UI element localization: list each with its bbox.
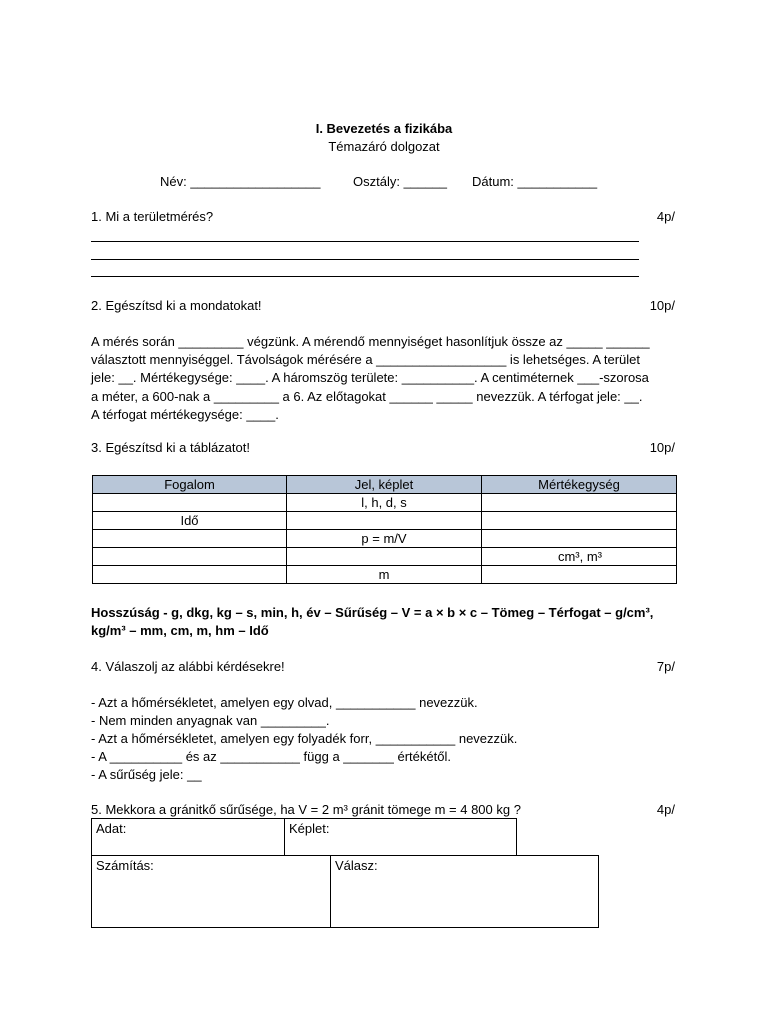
class-field: Osztály: ______ xyxy=(353,174,447,189)
valasz-box xyxy=(330,855,599,928)
table-cell xyxy=(287,512,482,530)
table-header: Jel, képlet xyxy=(287,476,482,494)
table-cell: m xyxy=(287,566,482,584)
list-item: - A sűrűség jele: __ xyxy=(91,767,202,782)
table-header: Mértékegység xyxy=(482,476,677,494)
answer-line xyxy=(91,276,639,277)
table-cell: cm³, m³ xyxy=(482,548,677,566)
table-row xyxy=(93,512,677,530)
table-cell xyxy=(482,512,677,530)
answer-line xyxy=(91,241,639,242)
adat-label: Adat: xyxy=(96,821,127,836)
table-row xyxy=(93,548,677,566)
list-item: - Nem minden anyagnak van _________. xyxy=(91,713,330,728)
question-2-points: 10p/ xyxy=(649,298,675,313)
table-row xyxy=(93,530,677,548)
table-cell: l, h, d, s xyxy=(287,494,482,512)
table-cell xyxy=(482,530,677,548)
table-cell xyxy=(482,566,677,584)
question-1-points: 4p/ xyxy=(656,209,675,224)
question-5: 5. Mekkora a gránitkő sűrűsége, ha V = 2 m³ gránit tömege m = 4 800 kg ? xyxy=(91,802,521,817)
table-row xyxy=(93,566,677,584)
valasz-label: Válasz: xyxy=(335,858,378,873)
table-cell xyxy=(93,530,287,548)
keplet-box xyxy=(284,818,517,856)
fill-in-paragraph: A mérés során _________ végzünk. A mérendő mennyiséget hasonlítjuk össze az _____ ______ választott mennyiséggel. Távolságok mérésére a __________________ is lehetséges. A terület jele: __. Mértékegysége: ____. A háromszög területe: __________. A centiméternek ___-szorosa a méter, a 600-nak a _________ a 6. Az előtagokat ______ _____ nevezzük. A térfogat jele: __. A térfogat mértékegysége: ____. xyxy=(91,334,650,422)
question-2: 2. Egészítsd ki a mondatokat! xyxy=(91,298,262,313)
table-cell: Idő xyxy=(93,512,287,530)
question-1: 1. Mi a területmérés? xyxy=(91,209,214,224)
word-bank: Hosszúság - g, dkg, kg – s, min, h, év – Sűrűség – V = a × b × c – Tömeg – Térfogat – g/cm³, kg/m³ – mm, cm, m, hm – Idő xyxy=(91,605,654,638)
question-5-points: 4p/ xyxy=(656,802,675,817)
list-item: - Azt a hőmérsékletet, amelyen egy olvad, ___________ nevezzük. xyxy=(91,695,478,710)
table-cell xyxy=(482,494,677,512)
answer-line xyxy=(91,259,639,260)
list-item: - Azt a hőmérsékletet, amelyen egy folyadék forr, ___________ nevezzük. xyxy=(91,731,518,746)
name-field: Név: __________________ xyxy=(160,174,321,189)
table-cell xyxy=(93,494,287,512)
table-cell xyxy=(93,566,287,584)
table-cell xyxy=(287,548,482,566)
szamitas-label: Számítás: xyxy=(96,858,154,873)
keplet-label: Képlet: xyxy=(289,821,330,836)
table-header: Fogalom xyxy=(93,476,287,494)
question-4: 4. Válaszolj az alábbi kérdésekre! xyxy=(91,659,285,674)
szamitas-box xyxy=(91,855,331,928)
adat-box xyxy=(91,818,285,856)
table-header-row xyxy=(93,476,677,494)
question-3-points: 10p/ xyxy=(649,440,675,455)
list-item: - A __________ és az ___________ függ a _______ értékétől. xyxy=(91,749,451,764)
table-row xyxy=(93,494,677,512)
table-cell xyxy=(93,548,287,566)
page-subtitle: Témazáró dolgozat xyxy=(328,139,440,154)
question-4-list xyxy=(91,694,517,784)
page-title: I. Bevezetés a fizikába xyxy=(315,121,453,136)
units-table xyxy=(92,475,677,584)
date-field: Dátum: ___________ xyxy=(472,174,598,189)
question-3: 3. Egészítsd ki a táblázatot! xyxy=(91,440,250,455)
table-cell: p = m/V xyxy=(287,530,482,548)
question-4-points: 7p/ xyxy=(656,659,675,674)
